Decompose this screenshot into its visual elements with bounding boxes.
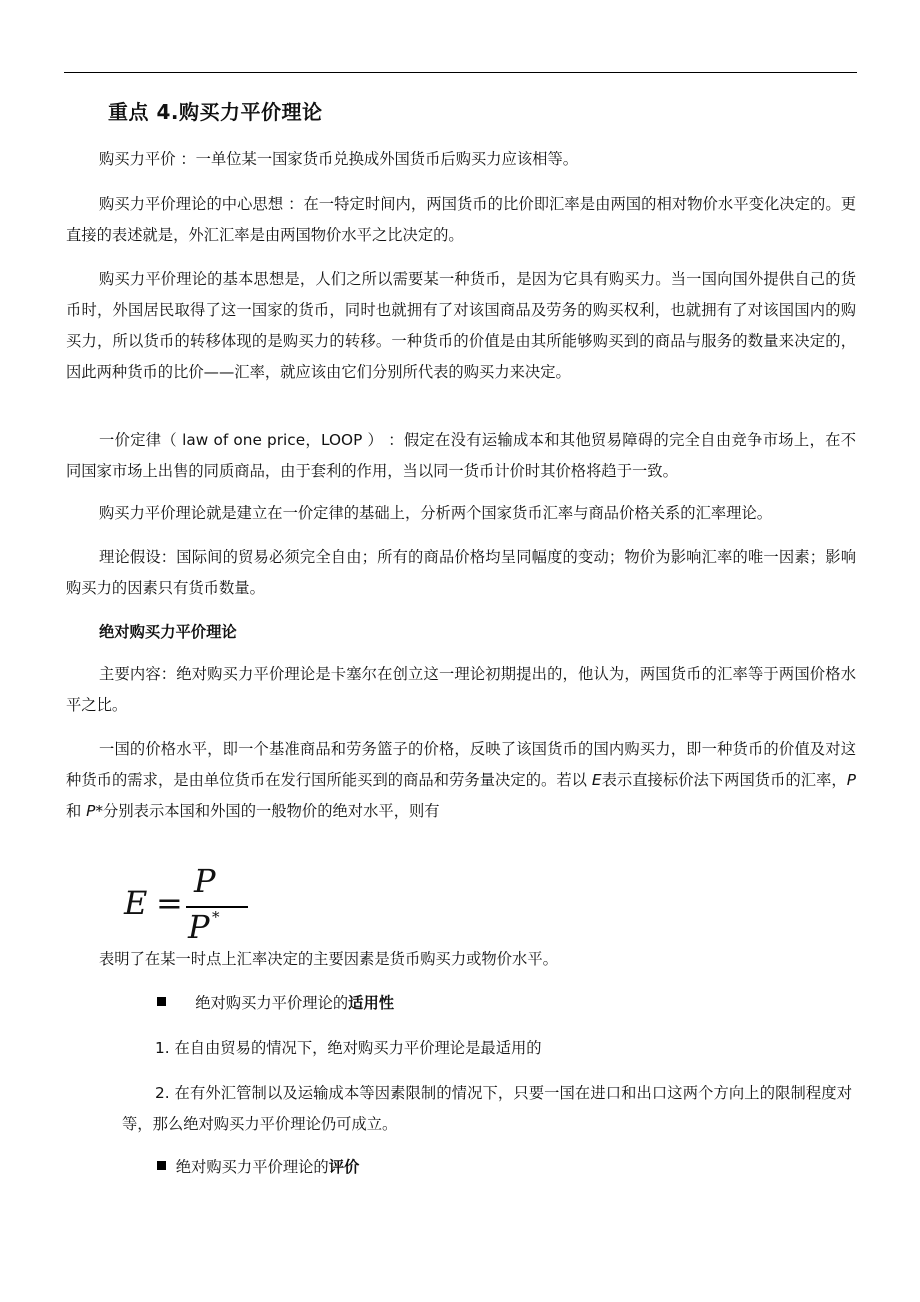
bullet-applicability [157, 988, 394, 1019]
variable-p: P [846, 771, 856, 789]
paragraph-main-content: 主要内容：绝对购买力平价理论是卡塞尔在创立这一理论初期提出的，他认为，两国货币的汇率等于两国价格水平之比。 [66, 665, 856, 714]
square-bullet-icon [157, 997, 166, 1006]
bullet-bold-text: 评价 [328, 1158, 360, 1176]
bullet-bold-text: 适用性 [348, 994, 395, 1012]
formula-lhs: E [124, 884, 148, 922]
paragraph-law-of-one-price: 一价定律（ law of one price，LOOP ） ：假定在没有运输成本和其他贸易障碍的完全自由竞争市场上，在不同国家市场上出售的同质商品，由于套利的作用，当以同一货币计价时其价格将趋于一致。 [66, 431, 856, 480]
formula-denominator: P [188, 908, 210, 946]
list-item-1: 1. 在自由贸易的情况下，绝对购买力平价理论是最适用的 [155, 1039, 542, 1057]
variable-e: E [591, 771, 602, 789]
formula-superscript: * [212, 908, 220, 926]
text-segment: 一国的价格水平，即一个基准商品和劳务篮子的价格，反映了该国货币的国内购买力，即一种货币的价值及对这种货币的需求，是由单位货币在发行国所能买到的商品和劳务量决定的。若以 [66, 740, 856, 789]
bullet-evaluation [157, 1152, 359, 1183]
paragraph-central-idea: 购买力平价理论的中心思想 ：在一特定时间内，两国货币的比价即汇率是由两国的相对物价水平变化决定的。更直接的表述就是，外汇汇率是由两国物价水平之比决定的。 [66, 195, 856, 244]
list-item-2: 2. 在有外汇管制以及运输成本等因素限制的情况下，只要一国在进口和出口这两个方向上的限制程度对等，那么绝对购买力平价理论仍可成立。 [122, 1084, 852, 1133]
text-segment: 和 [66, 802, 87, 820]
paragraph-assumptions: 理论假设：国际间的贸易必须完全自由；所有的商品价格均呈同幅度的变动；物价为影响汇率的唯一因素；影响购买力的因素只有货币数量。 [66, 548, 856, 597]
bullet-text: 绝对购买力平价理论的 [175, 1158, 329, 1176]
paragraph-basic-idea: 购买力平价理论的基本思想是，人们之所以需要某一种货币，是因为它具有购买力。当一国向国外提供自己的货币时，外国居民取得了这一国家的货币，同时也就拥有了对该国商品及劳务的购买权利，也就拥有了对该国国内的购买力，所以货币的转移体现的是购买力的转移。一种货币的价值是由其所能够购买到的商品与服务的数量来决定的，因此两种货币的比价——汇率，就应该由它们分别所代表的购买力来决定。 [66, 270, 856, 381]
text-segment: 分别表示本国和外国的一般物价的绝对水平，则有 [103, 802, 440, 820]
square-bullet-icon [157, 1161, 166, 1170]
section-heading: 重点 4.购买力平价理论 [108, 100, 323, 124]
text-segment: 表示直接标价法下两国货币的汇率， [601, 771, 847, 789]
paragraph-price-level [66, 734, 856, 827]
variable-p-star: P* [86, 802, 104, 820]
ppp-formula [124, 862, 264, 948]
bullet-text: 绝对购买力平价理论的 [195, 994, 349, 1012]
paragraph-ppp-definition: 购买力平价 ：一单位某一国家货币兑换成外国货币后购买力应该相等。 [99, 150, 579, 168]
sub-heading-absolute-ppp: 绝对购买力平价理论 [99, 623, 237, 641]
header-rule [64, 72, 857, 73]
formula-numerator: P [194, 862, 216, 900]
paragraph-conclusion: 表明了在某一时点上汇率决定的主要因素是货币购买力或物价水平。 [99, 950, 558, 968]
formula-equals: = [156, 884, 183, 922]
paragraph-ppp-basis: 购买力平价理论就是建立在一价定律的基础上，分析两个国家货币汇率与商品价格关系的汇率理论。 [99, 504, 773, 522]
